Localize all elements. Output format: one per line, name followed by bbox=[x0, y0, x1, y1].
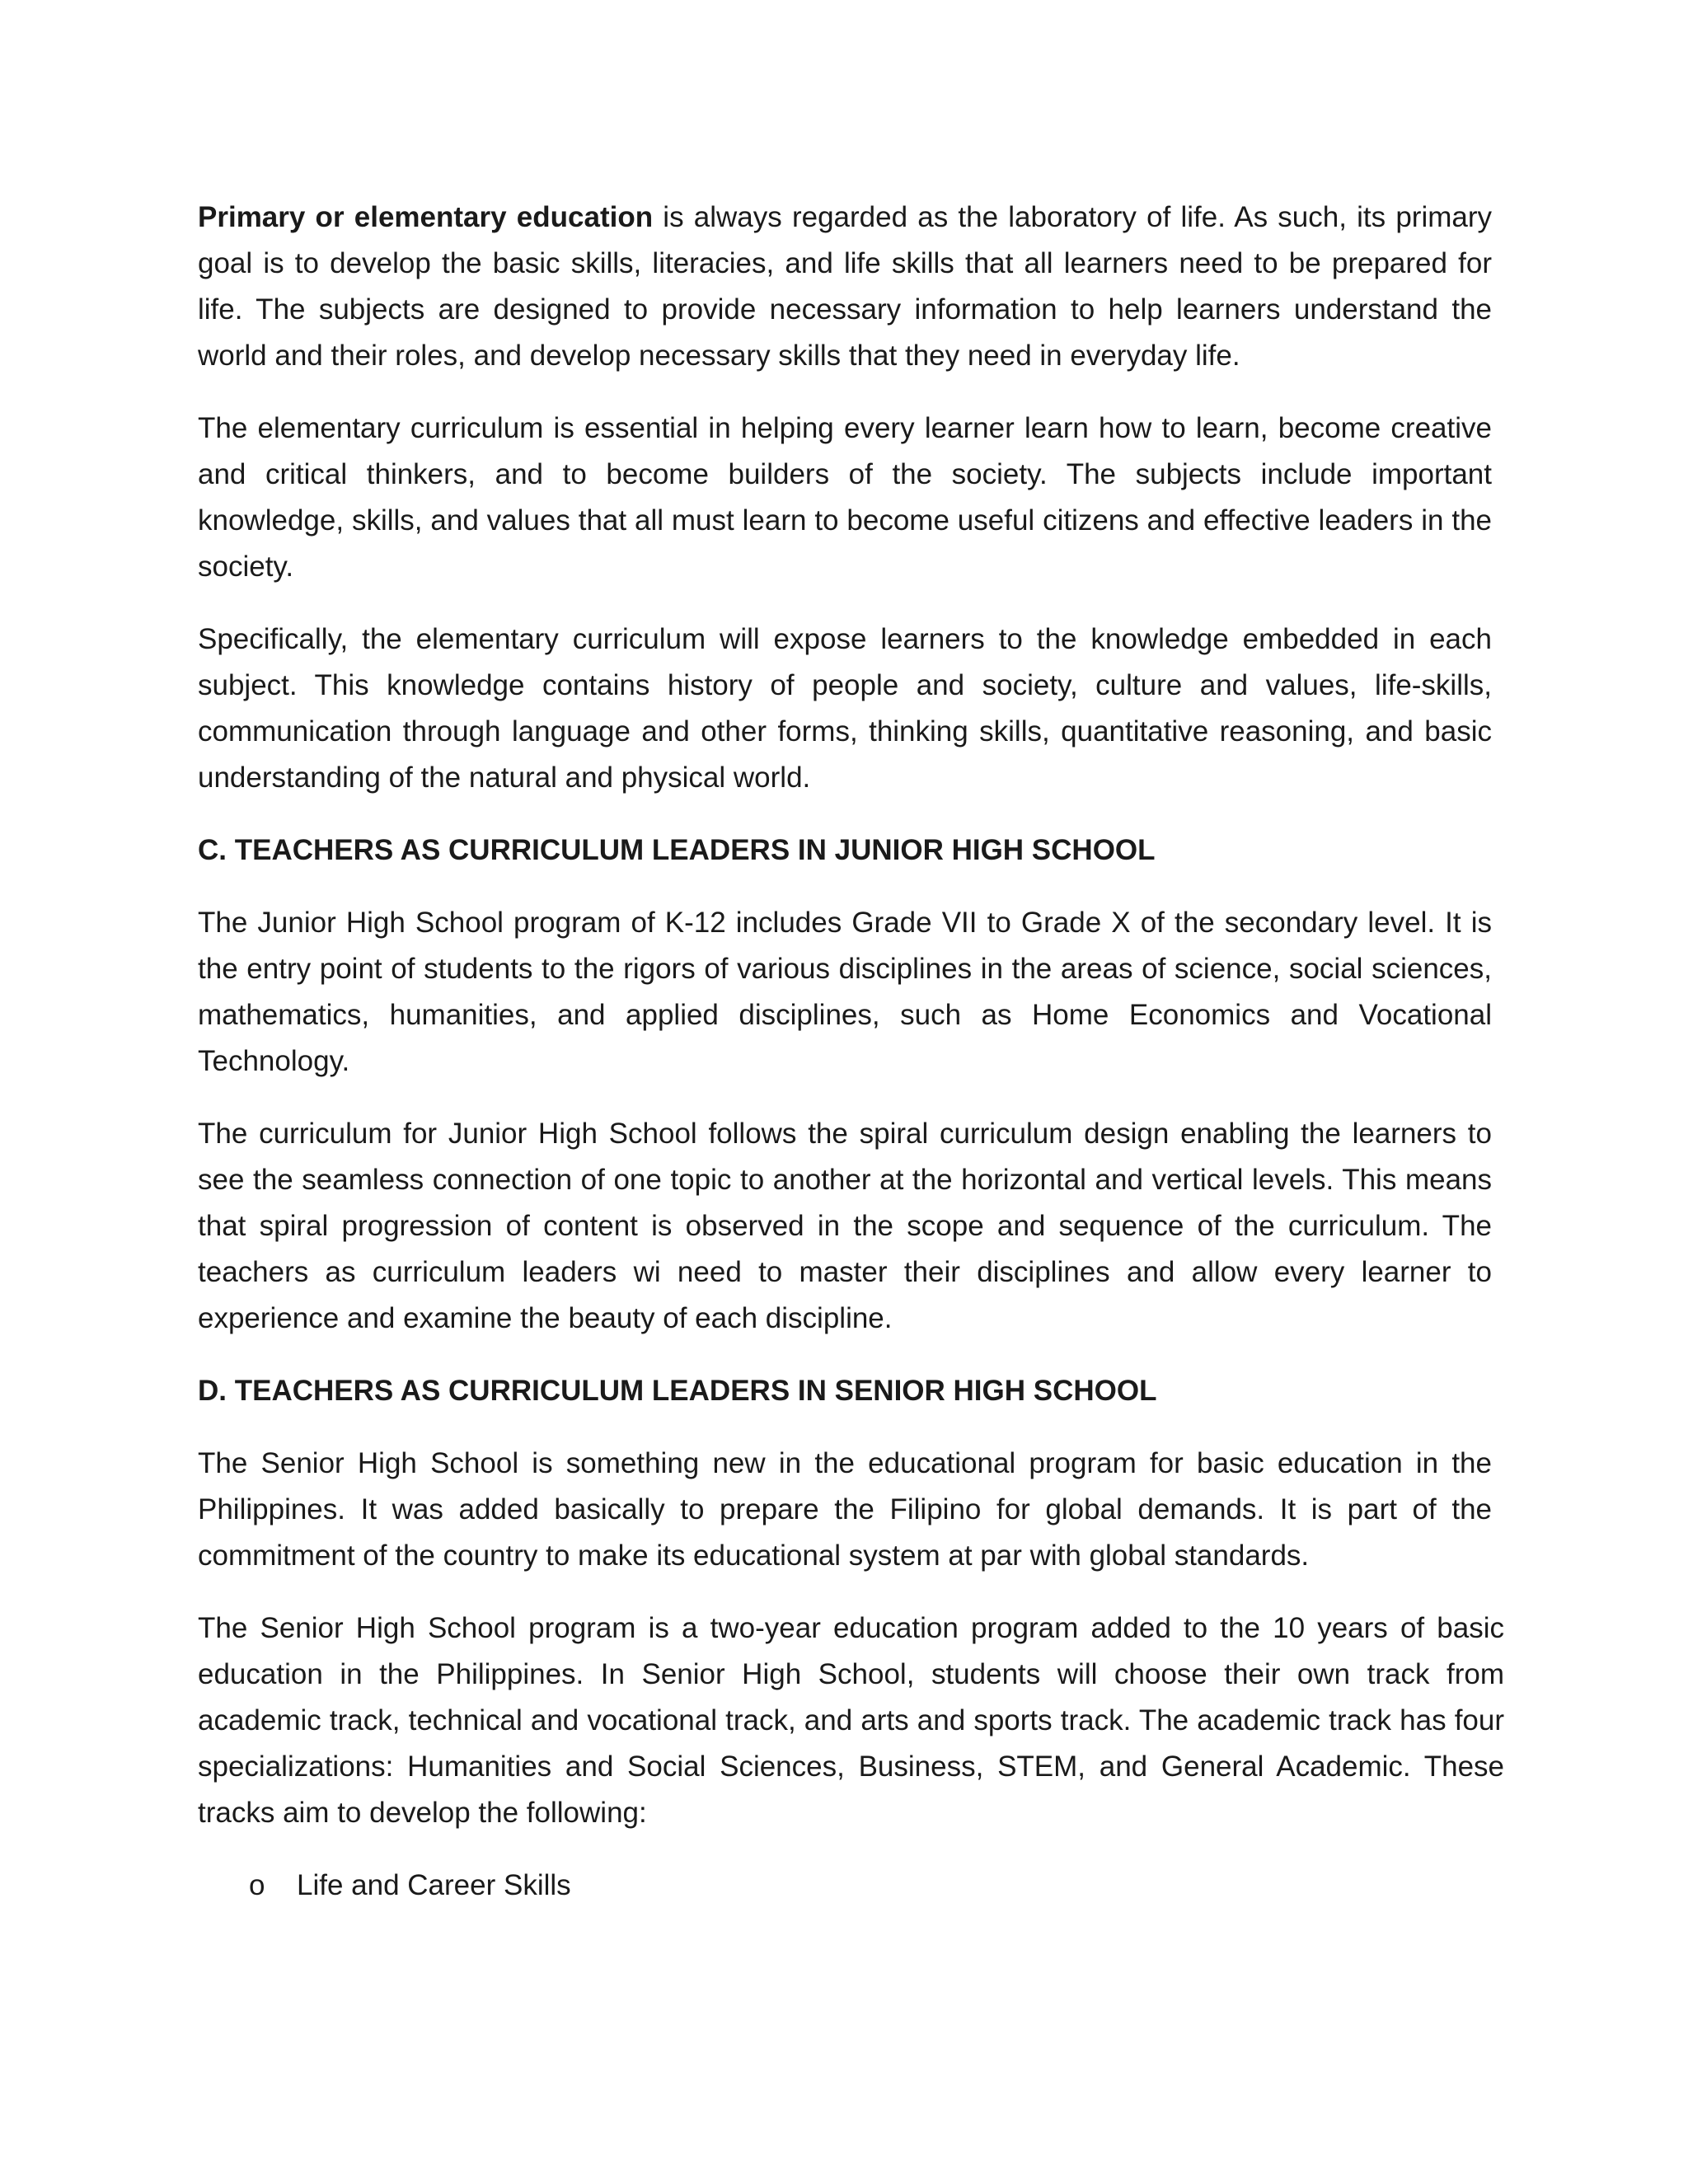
list-item-label: Life and Career Skills bbox=[297, 1869, 571, 1901]
paragraph-elementary-specifics: Specifically, the elementary curriculum will expose learners to the knowledge embedded in each subject. This knowledge contains history of people and society, culture and values, life-skills, communication through language and other forms, thinking skills, quantitative reasoning, and basic understanding of the natural and physical world. bbox=[198, 623, 1492, 794]
paragraph-senior-high-program: The Senior High School program is a two-year education program added to the 10 years of basic education in the Philippines. In Senior High School, students will choose their own track from academic track, technical and vocational track, and arts and sports track. The academic track has four specializations: Humanities and Social Sciences, Business, STEM, and General Academic. These tracks aim to develop the following: bbox=[198, 1612, 1504, 1829]
paragraph-junior-high-program: The Junior High School program of K-12 includes Grade VII to Grade X of the secondary level. It is the entry point of students to the rigors of various disciplines in the areas of science, social sciences, mathematics, humanities, and applied disciplines, such as Home Economics and Vocational Technology. bbox=[198, 907, 1492, 1077]
skills-list bbox=[198, 1863, 1492, 1909]
paragraph-elementary-curriculum: The elementary curriculum is essential in helping every learner learn how to learn, become creative and critical thinkers, and to become builders of the society. The subjects include important knowledge, skills, and values that all must learn to become useful citizens and effective leaders in the society. bbox=[198, 412, 1492, 583]
paragraph-junior-high-curriculum: The curriculum for Junior High School follows the spiral curriculum design enabling the learners to see the seamless connection of one topic to another at the horizontal and vertical levels. This means that spiral progression of content is observed in the scope and sequence of the curriculum. The teachers as curriculum leaders wi need to master their disciplines and allow every learner to experience and examine the beauty of each discipline. bbox=[198, 1118, 1492, 1334]
paragraph-primary-education bbox=[198, 194, 1492, 379]
paragraph-text: is always regarded as the laboratory of life. As such, its primary goal is to develop the basic skills, literacies, and life skills that all learners need to be prepared for life. The subjects are designed to provide necessary information to help learners understand the world and their roles, and develop necessary skills that they need in everyday life. bbox=[198, 201, 1493, 372]
section-heading-senior-high: D. TEACHERS AS CURRICULUM LEADERS IN SENIOR HIGH SCHOOL bbox=[198, 1375, 1157, 1407]
paragraph-senior-high-intro: The Senior High School is something new in the educational program for basic education in the Philippines. It was added basically to prepare the Filipino for global demands. It is part of the commitment of the country to make its educational system at par with global standards. bbox=[198, 1447, 1492, 1572]
paragraph-lead-term: Primary or elementary education bbox=[198, 201, 654, 233]
document-body bbox=[198, 194, 1504, 1909]
section-heading-junior-high: C. TEACHERS AS CURRICULUM LEADERS IN JUNIOR HIGH SCHOOL bbox=[198, 834, 1156, 866]
list-item bbox=[198, 1863, 1492, 1909]
list-bullet: o bbox=[249, 1869, 265, 1901]
